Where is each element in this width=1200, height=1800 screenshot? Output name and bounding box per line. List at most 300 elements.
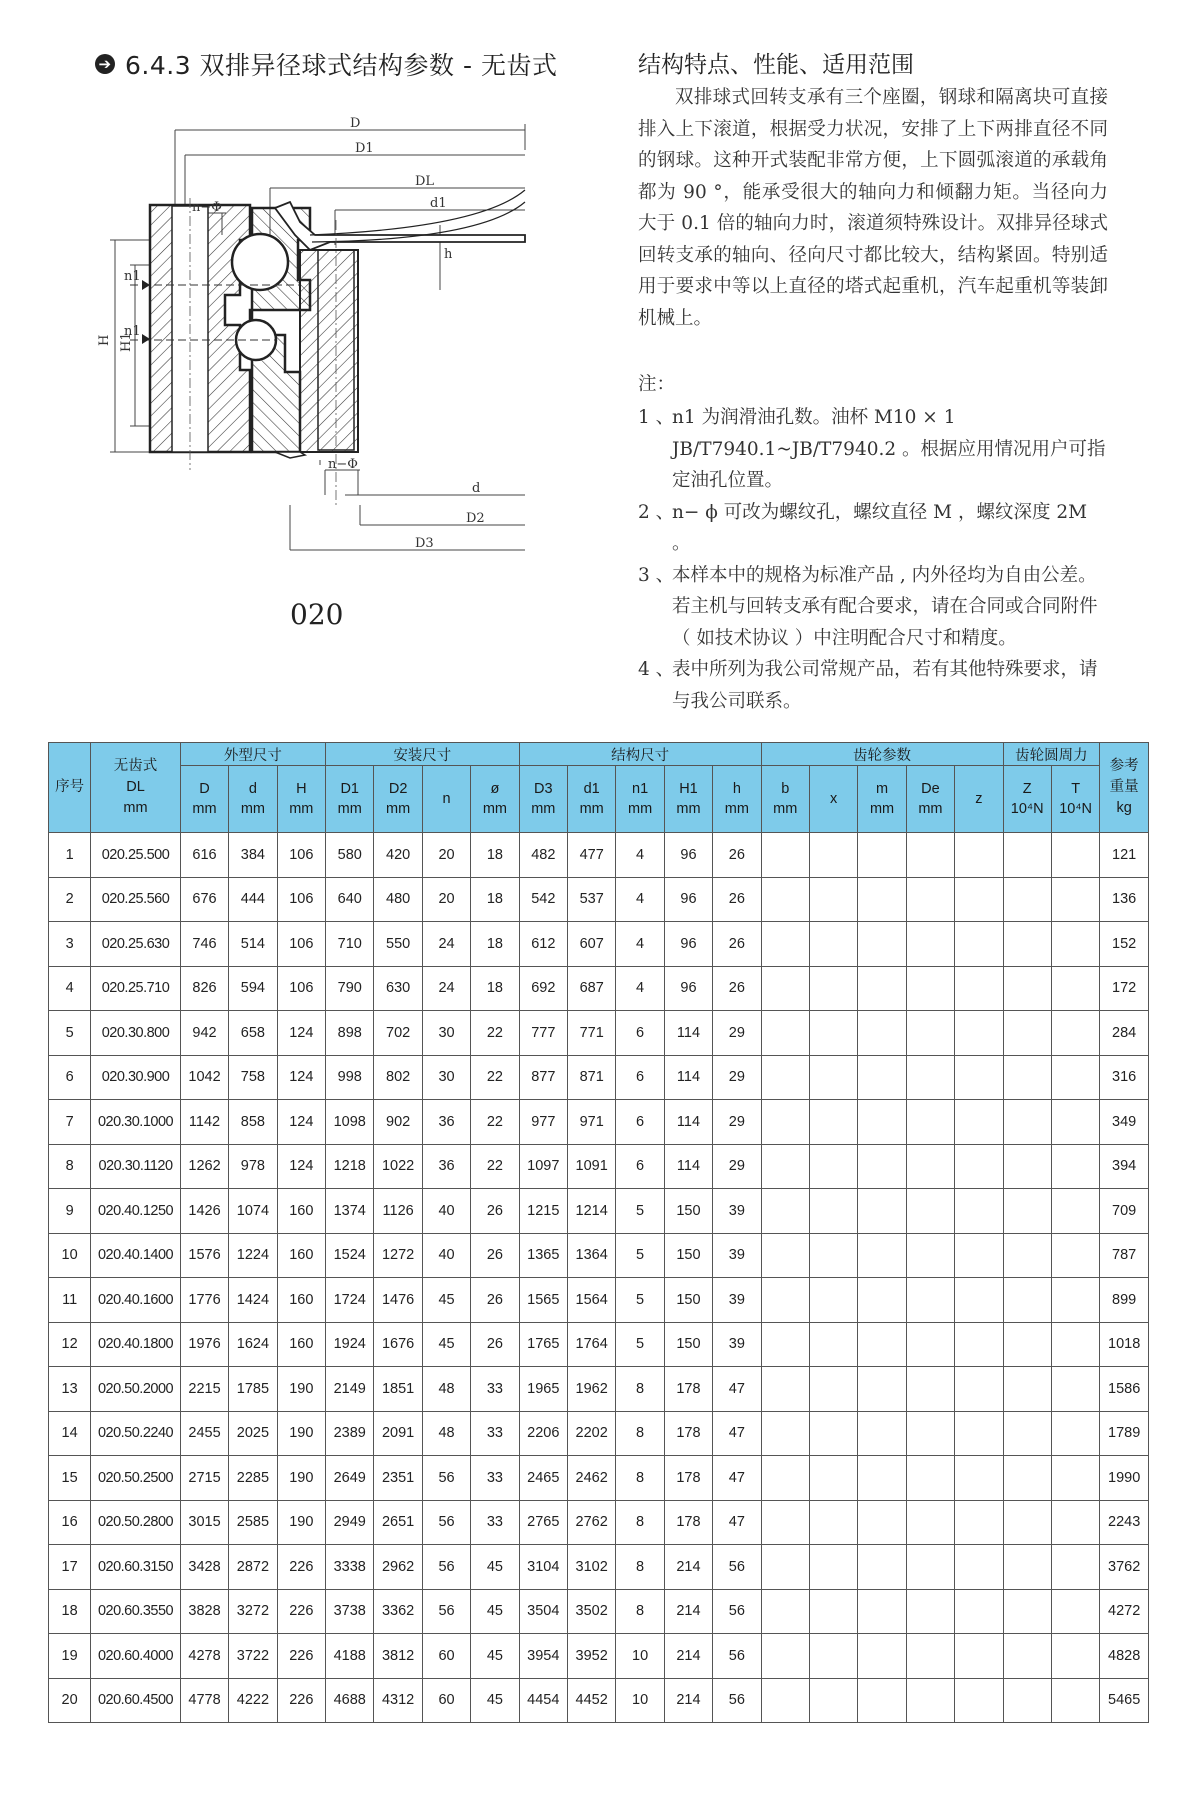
row-number-cell: 18 [49, 1589, 91, 1634]
model-cell: 020.30.1000 [91, 1100, 181, 1145]
label-H1: H1 [119, 332, 134, 352]
table-cell [1051, 1011, 1099, 1056]
table-cell: 18 [471, 966, 519, 1011]
table-cell: 22 [471, 1011, 519, 1056]
table-cell: 640 [326, 877, 374, 922]
table-cell: 2649 [326, 1456, 374, 1501]
table-cell: 6 [616, 1055, 664, 1100]
section-title [95, 46, 557, 82]
table-cell: 1851 [374, 1367, 422, 1412]
table-cell: 2025 [229, 1411, 277, 1456]
table-cell: 96 [664, 966, 712, 1011]
table-cell [809, 1589, 857, 1634]
model-cell: 020.40.1800 [91, 1322, 181, 1367]
table-cell: 4 [616, 833, 664, 878]
table-cell: 150 [664, 1189, 712, 1234]
table-cell: 1564 [567, 1278, 615, 1323]
table-cell: 709 [1100, 1189, 1149, 1234]
table-cell: 30 [422, 1011, 470, 1056]
col-header: D mm [180, 766, 228, 833]
row-number-cell: 6 [49, 1055, 91, 1100]
col-header: De mm [906, 766, 954, 833]
table-cell [858, 1411, 906, 1456]
table-cell: 2949 [326, 1500, 374, 1545]
table-cell [1003, 1456, 1051, 1501]
table-cell [906, 966, 954, 1011]
row-number-cell: 19 [49, 1634, 91, 1679]
table-cell [761, 1100, 809, 1145]
table-cell [955, 1233, 1003, 1278]
table-cell: 26 [471, 1189, 519, 1234]
table-cell: 1990 [1100, 1456, 1149, 1501]
table-cell [1051, 877, 1099, 922]
table-cell [1051, 1100, 1099, 1145]
table-cell: 899 [1100, 1278, 1149, 1323]
table-cell: 420 [374, 833, 422, 878]
table-cell [955, 1367, 1003, 1412]
table-cell: 746 [180, 922, 228, 967]
group-header-install: 安装尺寸 [326, 743, 520, 766]
table-cell: 26 [713, 966, 761, 1011]
table-cell: 2091 [374, 1411, 422, 1456]
table-row [49, 1634, 1149, 1679]
table-cell [1003, 1278, 1051, 1323]
table-row [49, 1233, 1149, 1278]
table-cell [1003, 1055, 1051, 1100]
table-cell: 36 [422, 1100, 470, 1145]
table-cell: 3338 [326, 1545, 374, 1590]
table-cell: 978 [229, 1144, 277, 1189]
table-cell: 877 [519, 1055, 567, 1100]
table-cell: 394 [1100, 1144, 1149, 1189]
table-cell: 10 [616, 1634, 664, 1679]
table-cell [761, 1634, 809, 1679]
table-cell: 4454 [519, 1678, 567, 1723]
table-cell: 33 [471, 1367, 519, 1412]
table-cell [955, 1144, 1003, 1189]
table-cell: 480 [374, 877, 422, 922]
table-cell: 3828 [180, 1589, 228, 1634]
table-cell: 96 [664, 877, 712, 922]
table-cell [761, 833, 809, 878]
table-cell: 39 [713, 1189, 761, 1234]
table-cell [906, 1411, 954, 1456]
table-cell [1051, 1367, 1099, 1412]
table-cell [1051, 1545, 1099, 1590]
table-cell: 56 [713, 1545, 761, 1590]
table-cell: 214 [664, 1589, 712, 1634]
table-cell: 36 [422, 1144, 470, 1189]
table-row [49, 1678, 1149, 1723]
table-cell: 226 [277, 1678, 325, 1723]
table-cell: 3502 [567, 1589, 615, 1634]
table-cell [1051, 1456, 1099, 1501]
table-cell [809, 877, 857, 922]
table-cell: 1364 [567, 1233, 615, 1278]
model-cell: 020.40.1600 [91, 1278, 181, 1323]
table-cell: 56 [713, 1678, 761, 1723]
table-cell: 45 [471, 1634, 519, 1679]
col-header: H1 mm [664, 766, 712, 833]
table-cell: 594 [229, 966, 277, 1011]
table-cell: 4312 [374, 1678, 422, 1723]
table-cell [761, 1322, 809, 1367]
table-cell: 4272 [1100, 1589, 1149, 1634]
table-cell: 1924 [326, 1322, 374, 1367]
table-cell: 514 [229, 922, 277, 967]
table-cell: 2285 [229, 1456, 277, 1501]
table-cell: 214 [664, 1634, 712, 1679]
col-header: m mm [858, 766, 906, 833]
note-text: 表中所列为我公司常规产品，若有其他特殊要求，请与我公司联系。 [672, 659, 1098, 712]
table-cell [955, 1100, 1003, 1145]
group-header-force: 齿轮圆周力 [1003, 743, 1100, 766]
table-cell [1051, 1189, 1099, 1234]
table-cell: 942 [180, 1011, 228, 1056]
table-cell: 1218 [326, 1144, 374, 1189]
col-header-weight: 参考 重量 kg [1100, 743, 1149, 833]
table-cell [761, 1367, 809, 1412]
table-cell: 33 [471, 1456, 519, 1501]
table-cell [955, 1011, 1003, 1056]
col-header: D2 mm [374, 766, 422, 833]
col-header: n1 mm [616, 766, 664, 833]
table-cell: 1365 [519, 1233, 567, 1278]
row-number-cell: 17 [49, 1545, 91, 1590]
table-cell: 977 [519, 1100, 567, 1145]
table-cell [809, 1634, 857, 1679]
label-D: D [350, 116, 361, 131]
table-cell: 1098 [326, 1100, 374, 1145]
table-cell: 3952 [567, 1634, 615, 1679]
table-cell [809, 1100, 857, 1145]
table-cell [1003, 966, 1051, 1011]
table-cell: 692 [519, 966, 567, 1011]
table-cell [955, 833, 1003, 878]
table-cell: 106 [277, 877, 325, 922]
table-cell: 676 [180, 877, 228, 922]
table-cell: 1565 [519, 1278, 567, 1323]
table-cell [1051, 922, 1099, 967]
table-cell [906, 1278, 954, 1323]
table-cell: 1426 [180, 1189, 228, 1234]
col-header: d1 mm [567, 766, 615, 833]
label-D2: D2 [466, 511, 485, 526]
table-cell: 47 [713, 1367, 761, 1412]
table-cell [1051, 1500, 1099, 1545]
table-cell: 3812 [374, 1634, 422, 1679]
table-row [49, 1055, 1149, 1100]
table-cell: 971 [567, 1100, 615, 1145]
table-cell: 3272 [229, 1589, 277, 1634]
table-cell [858, 1233, 906, 1278]
table-cell: 20 [422, 877, 470, 922]
table-cell: 2715 [180, 1456, 228, 1501]
table-cell: 2765 [519, 1500, 567, 1545]
table-cell [809, 966, 857, 1011]
table-cell [906, 922, 954, 967]
table-cell: 150 [664, 1322, 712, 1367]
table-cell: 1524 [326, 1233, 374, 1278]
table-cell [906, 1189, 954, 1234]
table-cell [761, 1456, 809, 1501]
row-number-cell: 20 [49, 1678, 91, 1723]
row-number-cell: 12 [49, 1322, 91, 1367]
row-number-cell: 4 [49, 966, 91, 1011]
label-d1: d1 [430, 196, 447, 211]
table-cell: 96 [664, 922, 712, 967]
table-cell: 124 [277, 1011, 325, 1056]
table-cell: 39 [713, 1233, 761, 1278]
table-cell [1003, 1011, 1051, 1056]
table-cell [858, 1367, 906, 1412]
table-cell [809, 1011, 857, 1056]
model-code: 020 [290, 598, 344, 631]
label-H: H [97, 334, 112, 346]
table-cell: 106 [277, 833, 325, 878]
table-cell: 898 [326, 1011, 374, 1056]
table-cell: 3015 [180, 1500, 228, 1545]
table-cell: 114 [664, 1100, 712, 1145]
col-header: Z 10⁴N [1003, 766, 1051, 833]
table-cell: 1214 [567, 1189, 615, 1234]
table-cell: 1126 [374, 1189, 422, 1234]
table-cell: 136 [1100, 877, 1149, 922]
table-cell [955, 877, 1003, 922]
col-header: n [422, 766, 470, 833]
table-cell [1003, 1678, 1051, 1723]
table-cell: 702 [374, 1011, 422, 1056]
table-cell: 2651 [374, 1500, 422, 1545]
table-row [49, 1500, 1149, 1545]
model-cell: 020.30.1120 [91, 1144, 181, 1189]
table-cell [761, 1011, 809, 1056]
table-cell: 2962 [374, 1545, 422, 1590]
note-text: 本样本中的规格为标准产品 , 内外径均为自由公差。若主机与回转支承有配合要求，请在合同或合同附件（ 如技术协议 ）中注明配合尺寸和精度。 [672, 564, 1098, 649]
table-cell [761, 1144, 809, 1189]
table-cell: 26 [471, 1233, 519, 1278]
table-cell: 4 [616, 877, 664, 922]
table-cell: 160 [277, 1322, 325, 1367]
row-number-cell: 2 [49, 877, 91, 922]
table-cell [906, 833, 954, 878]
table-cell [761, 1545, 809, 1590]
table-row [49, 877, 1149, 922]
table-cell: 5 [616, 1233, 664, 1278]
table-cell: 22 [471, 1144, 519, 1189]
table-cell: 106 [277, 922, 325, 967]
table-cell: 214 [664, 1545, 712, 1590]
model-cell: 020.60.4000 [91, 1634, 181, 1679]
table-cell [955, 966, 1003, 1011]
table-cell: 178 [664, 1456, 712, 1501]
note-number: 1 、 [638, 407, 675, 428]
table-cell [955, 1456, 1003, 1501]
table-cell [1051, 1055, 1099, 1100]
table-cell [1003, 1411, 1051, 1456]
table-cell: 45 [471, 1678, 519, 1723]
table-cell: 1776 [180, 1278, 228, 1323]
arrow-right-circle-icon: ➔ [95, 54, 115, 74]
table-cell: 1576 [180, 1233, 228, 1278]
table-cell [858, 1589, 906, 1634]
col-header: d mm [229, 766, 277, 833]
col-header: D3 mm [519, 766, 567, 833]
col-header: z [955, 766, 1003, 833]
label-n1-top: n1 [124, 269, 141, 284]
table-cell: 858 [229, 1100, 277, 1145]
table-body [49, 833, 1149, 1723]
model-cell: 020.25.630 [91, 922, 181, 967]
table-cell [809, 1367, 857, 1412]
table-cell: 777 [519, 1011, 567, 1056]
table-cell: 444 [229, 877, 277, 922]
table-cell [809, 1233, 857, 1278]
table-cell [1051, 1322, 1099, 1367]
table-cell: 787 [1100, 1233, 1149, 1278]
row-number-cell: 5 [49, 1011, 91, 1056]
table-cell [955, 1589, 1003, 1634]
table-cell: 758 [229, 1055, 277, 1100]
table-cell [809, 833, 857, 878]
table-cell [1003, 1589, 1051, 1634]
features-title: 结构特点、性能、适用范围 [638, 52, 914, 78]
model-cell: 020.25.560 [91, 877, 181, 922]
table-cell [761, 1055, 809, 1100]
table-cell: 4 [616, 966, 664, 1011]
table-cell: 22 [471, 1055, 519, 1100]
table-cell: 316 [1100, 1055, 1149, 1100]
table-cell: 114 [664, 1055, 712, 1100]
col-header: b mm [761, 766, 809, 833]
table-cell: 114 [664, 1011, 712, 1056]
table-cell [906, 1011, 954, 1056]
table-cell: 160 [277, 1278, 325, 1323]
table-cell [906, 1589, 954, 1634]
table-cell: 5 [616, 1322, 664, 1367]
group-header-outer: 外型尺寸 [180, 743, 325, 766]
table-cell [761, 1500, 809, 1545]
table-cell [858, 1678, 906, 1723]
table-cell: 542 [519, 877, 567, 922]
table-cell: 2872 [229, 1545, 277, 1590]
model-cell: 020.25.710 [91, 966, 181, 1011]
table-cell [955, 922, 1003, 967]
table-cell: 45 [471, 1589, 519, 1634]
table-cell: 771 [567, 1011, 615, 1056]
col-header-dl: 无齿式 DL mm [91, 743, 181, 833]
table-cell [1051, 1144, 1099, 1189]
table-cell: 3738 [326, 1589, 374, 1634]
table-cell [1003, 1500, 1051, 1545]
table-cell: 39 [713, 1278, 761, 1323]
model-cell: 020.50.2800 [91, 1500, 181, 1545]
table-cell: 2206 [519, 1411, 567, 1456]
table-cell: 47 [713, 1411, 761, 1456]
table-cell: 2455 [180, 1411, 228, 1456]
table-cell: 39 [713, 1322, 761, 1367]
table-cell: 96 [664, 833, 712, 878]
table-cell [761, 1678, 809, 1723]
table-cell [858, 922, 906, 967]
table-cell: 5465 [1100, 1678, 1149, 1723]
table-cell: 30 [422, 1055, 470, 1100]
table-cell: 152 [1100, 922, 1149, 967]
table-cell [906, 1055, 954, 1100]
table-cell: 1142 [180, 1100, 228, 1145]
table-row [49, 1189, 1149, 1234]
table-cell [809, 1322, 857, 1367]
table-cell [809, 1055, 857, 1100]
table-cell: 616 [180, 833, 228, 878]
table-cell: 150 [664, 1233, 712, 1278]
table-cell [858, 966, 906, 1011]
table-cell: 2389 [326, 1411, 374, 1456]
table-row [49, 1589, 1149, 1634]
row-number-cell: 7 [49, 1100, 91, 1145]
table-cell: 612 [519, 922, 567, 967]
table-cell: 871 [567, 1055, 615, 1100]
group-header-gear: 齿轮参数 [761, 743, 1003, 766]
table-cell [1051, 966, 1099, 1011]
table-cell: 190 [277, 1456, 325, 1501]
model-cell: 020.50.2240 [91, 1411, 181, 1456]
table-cell [1003, 1189, 1051, 1234]
table-cell: 40 [422, 1189, 470, 1234]
table-cell [906, 1456, 954, 1501]
table-row [49, 966, 1149, 1011]
table-cell [858, 1322, 906, 1367]
table-cell: 902 [374, 1100, 422, 1145]
table-row [49, 922, 1149, 967]
table-cell: 2149 [326, 1367, 374, 1412]
table-cell: 482 [519, 833, 567, 878]
table-row [49, 1278, 1149, 1323]
table-cell: 8 [616, 1545, 664, 1590]
table-cell: 33 [471, 1500, 519, 1545]
table-cell: 3102 [567, 1545, 615, 1590]
table-cell: 18 [471, 922, 519, 967]
table-cell: 4222 [229, 1678, 277, 1723]
table-cell [955, 1678, 1003, 1723]
label-h: h [444, 247, 453, 262]
table-cell: 214 [664, 1678, 712, 1723]
table-cell: 3362 [374, 1589, 422, 1634]
table-cell: 190 [277, 1411, 325, 1456]
note-item [638, 654, 1108, 717]
table-cell [1003, 1322, 1051, 1367]
table-cell [809, 1500, 857, 1545]
table-cell: 2215 [180, 1367, 228, 1412]
table-cell: 10 [616, 1678, 664, 1723]
note-text: n− ϕ 可改为螺纹孔，螺纹直径 M ，螺纹深度 2M 。 [672, 501, 1088, 554]
table-cell: 3104 [519, 1545, 567, 1590]
table-cell [955, 1278, 1003, 1323]
table-cell [858, 1011, 906, 1056]
table-cell: 1965 [519, 1367, 567, 1412]
table-cell: 172 [1100, 966, 1149, 1011]
table-cell: 1074 [229, 1189, 277, 1234]
table-cell [809, 1278, 857, 1323]
table-cell: 2202 [567, 1411, 615, 1456]
table-header [49, 743, 1149, 833]
table-cell: 56 [713, 1589, 761, 1634]
table-cell: 1586 [1100, 1367, 1149, 1412]
table-cell: 33 [471, 1411, 519, 1456]
note-number: 2 、 [638, 501, 675, 523]
table-cell: 1374 [326, 1189, 374, 1234]
row-number-cell: 16 [49, 1500, 91, 1545]
